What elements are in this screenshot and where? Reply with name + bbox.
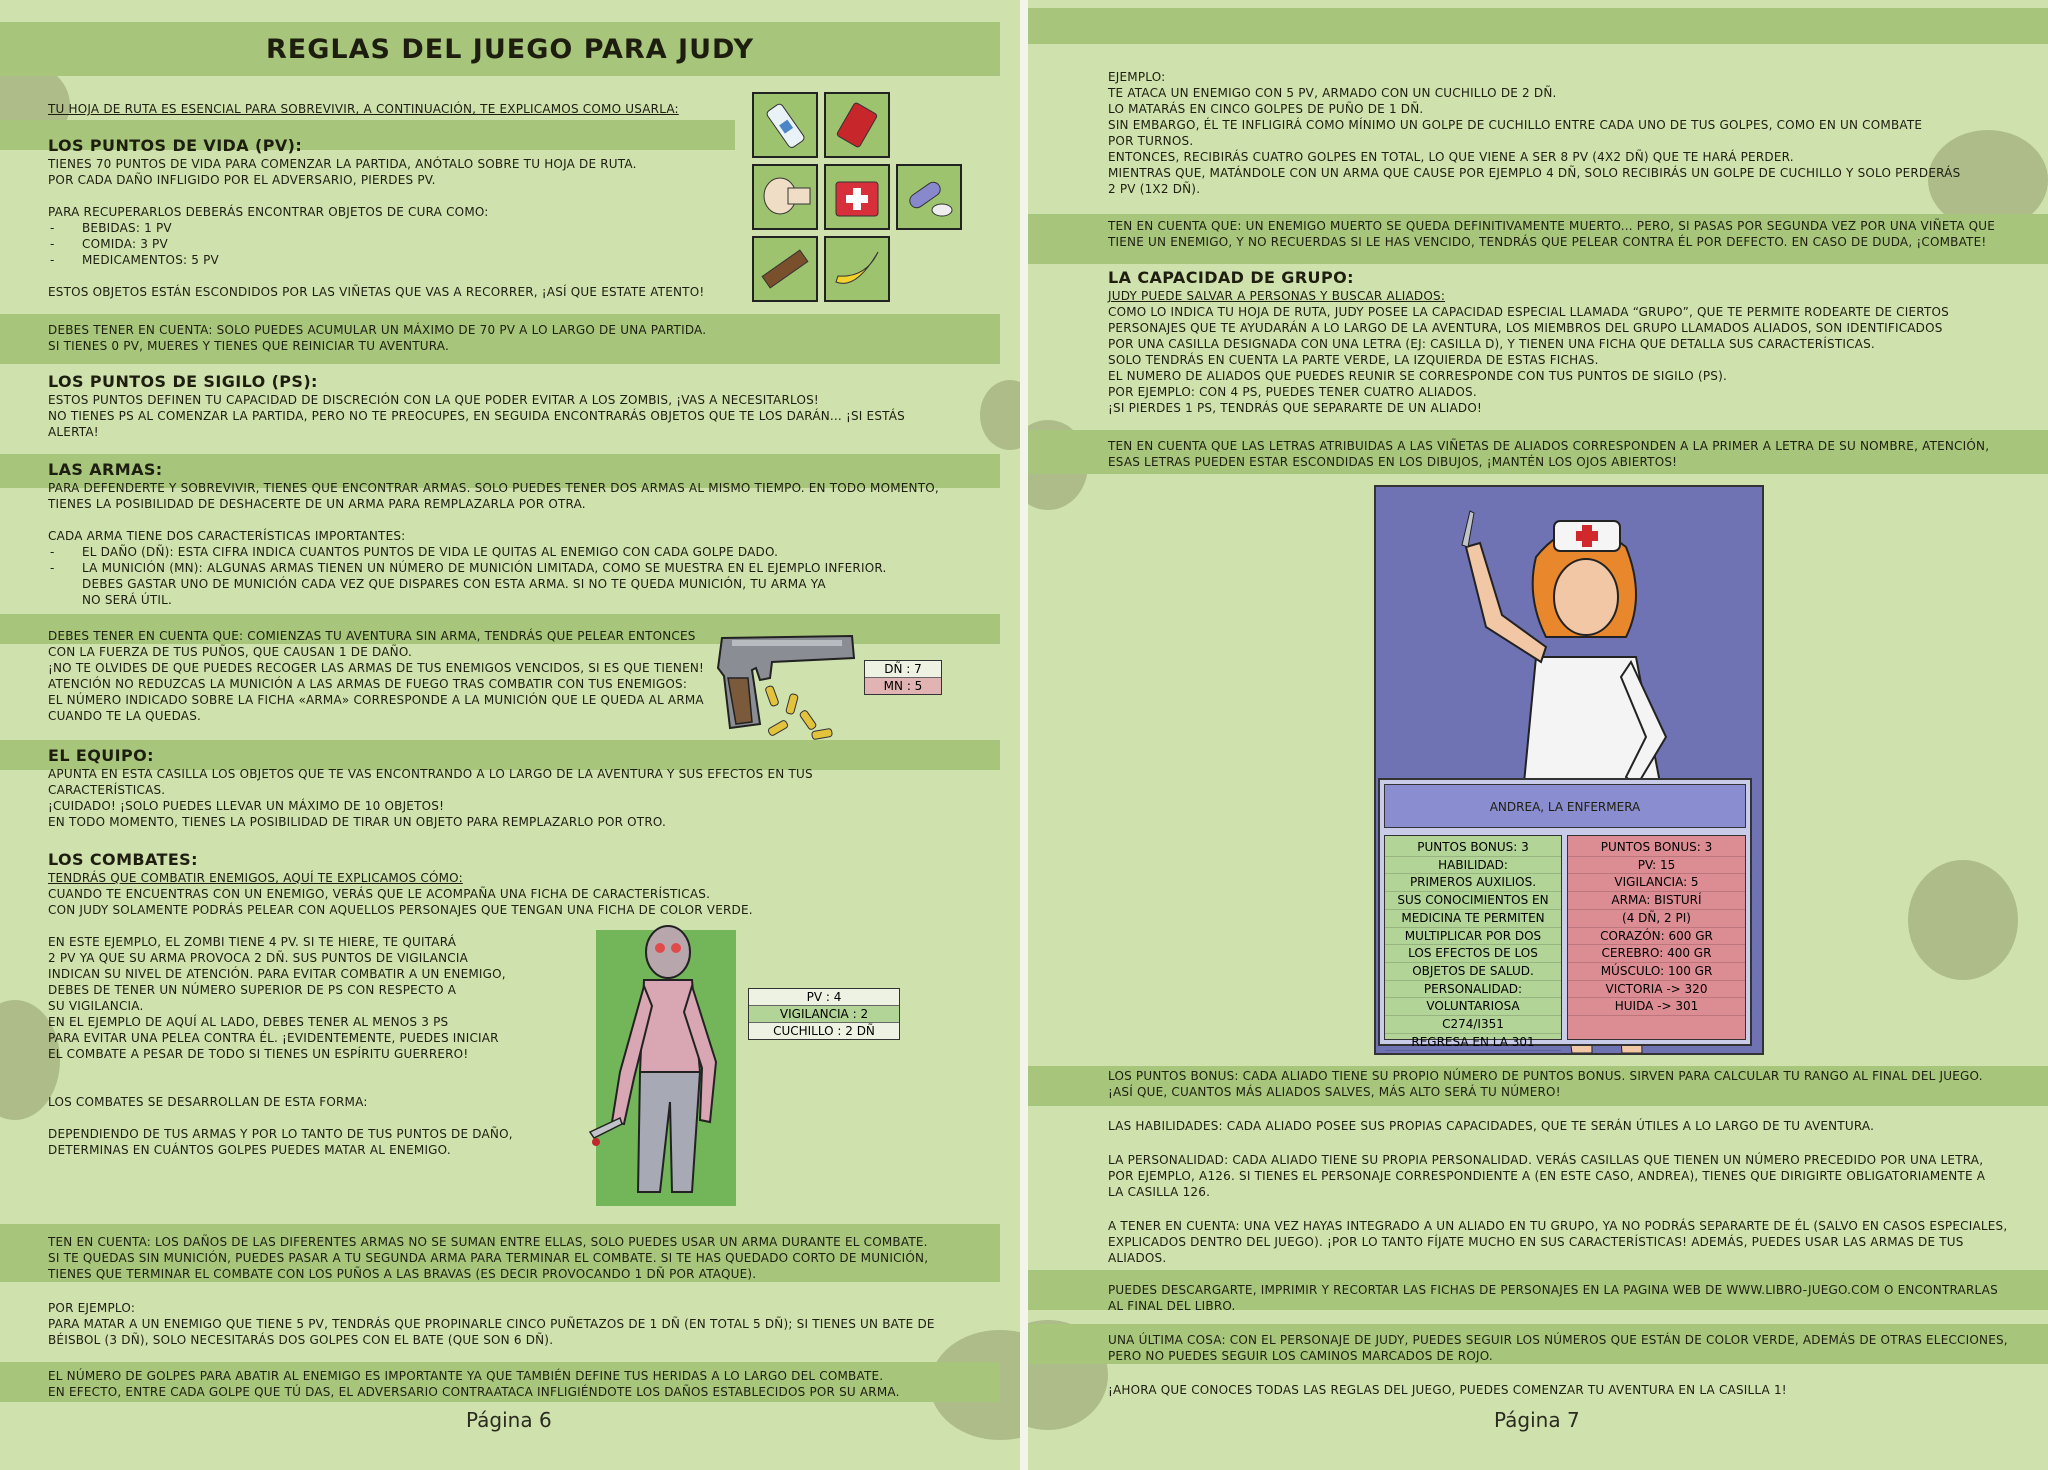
p-ultima: UNA ÚLTIMA COSA: CON EL PERSONAJE DE JUDY, PUEDES SEGUIR LOS NÚMEROS QUE ESTÁN DE COLOR VERDE, ADEMÁS DE OTRAS ELECCIONES, PERO NO PUEDES SEGUIR LOS CAMINOS MARCADOS DE ROJO. (1108, 1333, 2008, 1363)
p-atener: A TENER EN CUENTA: UNA VEZ HAYAS INTEGRADO A UN ALIADO EN TU GRUPO, YA NO PODRÁS SEPARARTE DE ÉL (SALVO EN CASOS ESPECIALES, EXPLICADOS DENTRO DEL JUEGO). ¡POR LO TANTO FÍJATE MUCHO EN SUS CARACTERÍSTICAS! ADEMÁS, PUEDES USAR LAS ARMAS DE TUS ALIADOS. (1108, 1219, 2008, 1265)
list-item: - COMIDA: 3 PV (48, 236, 704, 252)
p-habilidades: LAS HABILIDADES: CADA ALIADO POSEE SUS PROPIAS CAPACIDADES, QUE TE SERÁN ÚTILES A LO LARGO DE TU AVENTURA. (1108, 1119, 1875, 1133)
pill-icon (896, 164, 962, 230)
ejemplo-left: POR EJEMPLO: PARA MATAR A UN ENEMIGO QUE TIENE 5 PV, TENDRÁS QUE PROPINARLE CINCO PUÑETAZOS DE 1 DÑ (EN TOTAL 5 DÑ); SI TIENES UN BATE DE BÉISBOL (3 DÑ), SOLO NECESITARÁS DOS GOLPES CON EL BATE (QUE SON 6 DÑ). (48, 1301, 935, 1347)
list-item: - MEDICAMENTOS: 5 PV (48, 252, 704, 268)
ally-name: ANDREA, LA ENFERMERA (1384, 784, 1746, 828)
pv-heading: LOS PUNTOS DE VIDA (PV): (48, 136, 303, 155)
chocolate-bar-icon (752, 236, 818, 302)
ejemplo-right: EJEMPLO: TE ATACA UN ENEMIGO CON 5 PV, ARMADO CON UN CUCHILLO DE 2 DÑ. LO MATARÁS EN CINCO GOLPES DE PUÑO DE 1 DÑ. SIN EMBARGO, ÉL TE INFLIGIRÁ COMO MÍNIMO UN GOLPE DE CUCHILLO ENTRE CADA UNO DE TUS GOLPES, COMO EN UN COMBATE POR TURNOS. ENTONCES, RECIBIRÁS CUATRO GOLPES EN TOTAL, LO QUE VIENE A SER 8 PV (4X2 DÑ) QUE TE HARÁ PERDER. MIENTRAS QUE, MATÁNDOLE CON UN ARMA QUE CAUSE POR EJEMPLO 4 DÑ, SOLO RECIBIRÁS UN GOLPE DE CUCHILLO Y SOLO PERDERÁS 2 PV (1X2 DÑ). (1108, 70, 1961, 196)
note-letras: TEN EN CUENTA QUE LAS LETRAS ATRIBUIDAS A LAS VIÑETAS DE ALIADOS CORRESPONDEN A LA PRIMER A LETRA DE SU NOMBRE, ATENCIÓN, ESAS LETRAS PUEDEN ESTAR ESCONDIDAS EN LOS DIBUJOS, ¡MANTÉN LOS OJOS ABIERTOS! (1108, 439, 1990, 469)
combates-section: LOS COMBATES: TENDRÁS QUE COMBATIR ENEMIGOS, AQUÍ TE EXPLICAMOS CÓMO: CUANDO TE ENCUENTRAS CON UN ENEMIGO, VERÁS QUE LE ACOMPAÑA UNA FICHA DE CARACTERÍSTICAS. CON JUDY SOLAMENTE PODRÁS PELEAR CON AQUELLOS PERSONAJES QUE TENGAN UNA FICHA DE COLOR VERDE. EN ESTE EJEMPLO, EL ZOMBI TIENE 4 PV. SI TE HIERE, TE QUITARÁ 2 PV YA QUE SU ARMA PROVOCA 2 DÑ. SUS PUNTOS DE VIGILANCIA INDICAN SU NIVEL DE ATENCIÓN. PARA EVITAR COMBATIR A UN ENEMIGO, DEBES DE TENER UN NÚMERO SUPERIOR DE PS CON RESPECTO A SU VIGILANCIA. EN EL EJEMPLO DE AQUÍ AL LADO, DEBES TENER AL MENOS 3 PS PARA EVITAR UNA PELEA CONTRA ÉL. ¡EVIDENTEMENTE, PUEDES INICIAR EL COMBATE A PESAR DE TODO SI TIENES UN ESPÍRITU GUERRERO! LOS COMBATES SE DESARROLLAN DE ESTA FORMA: DEPENDIENDO DE TUS ARMAS Y POR LO TANTO DE TUS PUNTOS DE DAÑO, DETERMINAS EN CUÁNTOS GOLPES PUEDES MATAR AL ENEMIGO. (48, 850, 753, 1157)
water-bottle-icon (752, 92, 818, 158)
banana-icon (824, 236, 890, 302)
zombie-illustration (560, 922, 760, 1212)
gun-stat-box: DÑ : 7 MN : 5 (864, 660, 942, 695)
note-golpes: EL NÚMERO DE GOLPES PARA ABATIR AL ENEMIGO ES IMPORTANTE YA QUE TAMBIÉN DEFINE TUS HERIDAS A LO LARGO DEL COMBATE. EN EFECTO, ENTRE CADA GOLPE QUE TÚ DAS, EL ADVERSARIO CONTRAATACA INFLIGIÉNDOTE LOS DAÑOS ESTABLECIDOS POR SU ARMA. (48, 1369, 900, 1399)
combates-heading: LOS COMBATES: (48, 850, 198, 869)
pv-section: LOS PUNTOS DE VIDA (PV): TIENES 70 PUNTOS DE VIDA PARA COMENZAR LA PARTIDA, ANÓTALO SOBRE TU HOJA DE RUTA. POR CADA DAÑO INFLIGIDO POR EL ADVERSARIO, PIERDES PV. PARA RECUPERARLOS DEBERÁS ENCONTRAR OBJETOS DE CURA COMO: - BEBIDAS: 1 PV - COMIDA: 3 PV - MEDICAMENTOS: 5 PV ESTOS OBJETOS ESTÁN ESCONDIDOS POR LAS VIÑETAS QUE VAS A RECORRER, ¡ASÍ QUE ESTATE ATENTO! (48, 136, 704, 300)
page-gutter (1020, 0, 1028, 1470)
page-number: Página 6 (466, 1408, 552, 1432)
equipo-heading: EL EQUIPO: (48, 746, 154, 765)
ally-card-red: PUNTOS BONUS: 3 PV: 15 VIGILANCIA: 5 ARMA: BISTURÍ (4 DÑ, 2 PI) CORAZÓN: 600 GR CEREBRO: 400 GR MÚSCULO: 100 GR VICTORIA -> 320 HUIDA -> 301 (1567, 835, 1746, 1040)
note-combate: TEN EN CUENTA: LOS DAÑOS DE LAS DIFERENTES ARMAS NO SE SUMAN ENTRE ELLAS, SOLO PUEDES USAR UN ARMA DURANTE EL COMBATE. SI TE QUEDAS SIN MUNICIÓN, PUEDES PASAR A TU SEGUNDA ARMA PARA TERMINAR EL COMBATE. SI TE HAS QUEDADO CORTO DE MUNICIÓN, TIENES QUE TERMINAR EL COMBATE CON LOS PUÑOS A LAS BRAVAS (ES DECIR PROVOCANDO 1 DÑ POR ATAQUE). (48, 1235, 929, 1281)
ps-heading: LOS PUNTOS DE SIGILO (PS): (48, 372, 318, 391)
soda-can-icon (824, 92, 890, 158)
armas-section: LAS ARMAS: PARA DEFENDERTE Y SOBREVIVIR, TIENES QUE ENCONTRAR ARMAS. SOLO PUEDES TENER DOS ARMAS AL MISMO TIEMPO. EN TODO MOMENTO, TIENES LA POSIBILIDAD DE DESHACERTE DE UN ARMA PARA REMPLAZARLA POR OTRA. CADA ARMA TIENE DOS CARACTERÍSTICAS IMPORTANTES: - EL DAÑO (DÑ): ESTA CIFRA INDICA CUANTOS PUNTOS DE VIDA LE QUITAS AL ENEMIGO CON CADA GOLPE DADO. - LA MUNICIÓN (MN): ALGUNAS ARMAS TIENEN UN NÚMERO DE MUNICIÓN LIMITADA, COMO SE MUESTRA EN EL EJEMPLO INFERIOR. DEBES GASTAR UNO DE MUNICIÓN CADA VEZ QUE DISPARES CON ESTA ARMA. SI NO TE QUEDA MUNICIÓN, TU ARMA YA NO SERÁ ÚTIL. (48, 460, 939, 608)
stain (980, 380, 1020, 450)
bullets-icon (760, 680, 840, 750)
ally-card (1378, 778, 1752, 1049)
page-6 (0, 0, 1020, 1470)
bandage-roll-icon (752, 164, 818, 230)
note-armas: DEBES TENER EN CUENTA QUE: COMIENZAS TU AVENTURA SIN ARMA, TENDRÁS QUE PELEAR ENTONCES CON LA FUERZA DE TUS PUÑOS, QUE CAUSAN 1 DE DAÑO. ¡NO TE OLVIDES DE QUE PUEDES RECOGER LAS ARMAS DE TUS ENEMIGOS VENCIDOS, SI ES QUE TIENEN! ATENCIÓN NO REDUZCAS LA MUNICIÓN A LAS ARMAS DE FUEGO TRAS COMBATIR CON TUS ENEMIGOS: EL NÚMERO INDICADO SOBRE LA FICHA «ARMA» CORRESPONDE A LA MUNICIÓN QUE LE QUEDA AL ARMA CUANDO TE LA QUEDAS. (48, 629, 705, 723)
equipo-section: EL EQUIPO: APUNTA EN ESTA CASILLA LOS OBJETOS QUE TE VAS ENCONTRANDO A LO LARGO DE LA AVENTURA Y SUS EFECTOS EN TUS CARACTERÍSTICAS. ¡CUIDADO! ¡SOLO PUEDES LLEVAR UN MÁXIMO DE 10 OBJETOS! EN TODO MOMENTO, TIENES LA POSIBILIDAD DE TIRAR UN OBJETO PARA REMPLAZARLO POR OTRO. (48, 746, 813, 829)
p-descargar: PUEDES DESCARGARTE, IMPRIMIR Y RECORTAR LAS FICHAS DE PERSONAJES EN LA PAGINA WEB DE WWW.LIBRO-JUEGO.COM O ENCONTRARLAS AL FINAL DEL LIBRO. (1108, 1283, 1998, 1313)
grupo-heading: LA CAPACIDAD DE GRUPO: (1108, 268, 1354, 287)
list-item: - BEBIDAS: 1 PV (48, 220, 704, 236)
page-title: REGLAS DEL JUEGO PARA JUDY (266, 34, 754, 65)
p-bonus: LOS PUNTOS BONUS: CADA ALIADO TIENE SU PROPIO NÚMERO DE PUNTOS BONUS. SIRVEN PARA CALCULAR TU RANGO AL FINAL DEL JUEGO. ¡ASÍ QUE, CUANTOS MÁS ALIADOS SALVES, MÁS ALTO SERÁ TU NÚMERO! (1108, 1069, 1983, 1099)
p-personalidad: LA PERSONALIDAD: CADA ALIADO TIENE SU PROPIA PERSONALIDAD. VERÁS CASILLAS QUE TIENEN UN NÚMERO PRECEDIDO POR UNA LETRA, POR EJEMPLO, A126. SI TIENES EL PERSONAJE CORRESPONDIENTE A (EN ESTE CASO, ANDREA), TIENES QUE DIRIGIRTE OBLIGATORIAMENTE A LA CASILLA 126. (1108, 1153, 1986, 1199)
band (1028, 8, 2048, 44)
page-number: Página 7 (1494, 1408, 1580, 1432)
armas-heading: LAS ARMAS: (48, 460, 163, 479)
ps-section: LOS PUNTOS DE SIGILO (PS): ESTOS PUNTOS DEFINEN TU CAPACIDAD DE DISCRECIÓN CON LA QUE PODER EVITAR A LOS ZOMBIS, ¡VAS A NECESITARLOS! NO TIENES PS AL COMENZAR LA PARTIDA, PERO NO TE PREOCUPES, EN SEGUIDA ENCONTRARÁS OBJETOS QUE TE LOS DARÁN... ¡SI ESTÁS ALERTA! (48, 372, 905, 439)
first-aid-kit-icon (824, 164, 890, 230)
ally-card-green: PUNTOS BONUS: 3 HABILIDAD: PRIMEROS AUXILIOS. SUS CONOCIMIENTOS EN MEDICINA TE PERMITEN MULTIPLICAR POR DOS LOS EFECTOS DE LOS OBJETOS DE SALUD. PERSONALIDAD: VOLUNTARIOSA C274/I351 REGRESA EN LA 301 (1384, 835, 1562, 1040)
list-item: - EL DAÑO (DÑ): ESTA CIFRA INDICA CUANTOS PUNTOS DE VIDA LE QUITAS AL ENEMIGO CON CADA GOLPE DADO. (48, 544, 939, 560)
intro-text: TU HOJA DE RUTA ES ESENCIAL PARA SOBREVIVIR, A CONTINUACIÓN, TE EXPLICAMOS COMO USARLA: (48, 102, 679, 116)
grupo-section: LA CAPACIDAD DE GRUPO: JUDY PUEDE SALVAR A PERSONAS Y BUSCAR ALIADOS: COMO LO INDICA TU HOJA DE RUTA, JUDY POSEE LA CAPACIDAD ESPECIAL LLAMADA “GRUPO”, QUE TE PERMITE RODEARTE DE CIERTOS PERSONAJES QUE TE AYUDARÁN A LO LARGO DE LA AVENTURA, LOS MIEMBROS DEL GRUPO LLAMADOS ALIADOS, SON IDENTIFICADOS POR UNA CASILLA DESIGNADA CON UNA LETRA (EJ: CASILLA D), Y TIENEN UNA FICHA QUE DETALLA SUS CARACTERÍSTICAS. SOLO TENDRÁS EN CUENTA LA PARTE VERDE, LA IZQUIERDA DE ESTAS FICHAS. EL NUMERO DE ALIADOS QUE PUEDES REUNIR SE CORRESPONDE CON TUS PUNTOS DE SIGILO (PS). POR EJEMPLO: CON 4 PS, PUEDES TENER CUATRO ALIADOS. ¡SI PIERDES 1 PS, TENDRÁS QUE SEPARARTE DE UN ALIADO! (1108, 268, 1949, 415)
stain (1908, 860, 2018, 980)
list-item: - LA MUNICIÓN (MN): ALGUNAS ARMAS TIENEN UN NÚMERO DE MUNICIÓN LIMITADA, COMO SE MUESTRA EN EL EJEMPLO INFERIOR. (48, 560, 939, 576)
note-pv: DEBES TENER EN CUENTA: SOLO PUEDES ACUMULAR UN MÁXIMO DE 70 PV A LO LARGO DE UNA PARTIDA. SI TIENES 0 PV, MUERES Y TIENES QUE REINICIAR TU AVENTURA. (48, 323, 707, 353)
p-final: ¡AHORA QUE CONOCES TODAS LAS REGLAS DEL JUEGO, PUEDES COMENZAR TU AVENTURA EN LA CASILLA 1! (1108, 1383, 1787, 1397)
note-muerto: TEN EN CUENTA QUE: UN ENEMIGO MUERTO SE QUEDA DEFINITIVAMENTE MUERTO... PERO, SI PASAS POR SEGUNDA VEZ POR UNA VIÑETA QUE TIENE UN ENEMIGO, Y NO RECUERDAS SI LE HAS VENCIDO, TENDRÁS QUE PELEAR CONTRA ÉL POR DEFECTO. EN CASO DE DUDA, ¡COMBATE! (1108, 219, 1996, 249)
zombie-stat-box: PV : 4 VIGILANCIA : 2 CUCHILLO : 2 DÑ (748, 988, 900, 1040)
